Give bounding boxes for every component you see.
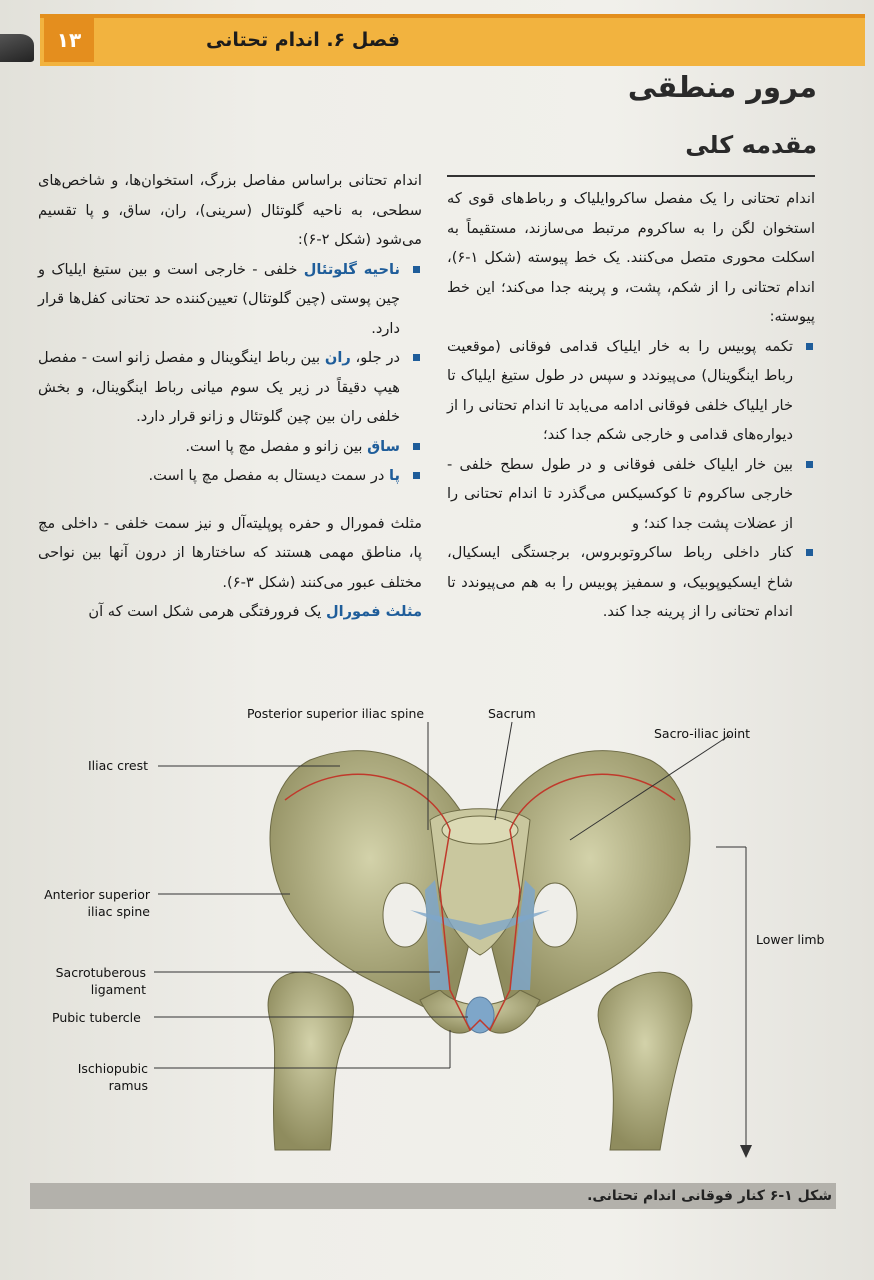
shoe-icon [0,34,34,62]
heading-rule [447,175,815,177]
list-item: تکمه پوبیس را به خار ایلیاک قدامی فوقانی (موقعیت رباط اینگوینال) می‌پیوندد و سپس در طول ستیغ ایلیاک تا خار ایلیاک خلفی فوقانی ادامه می‌یابد تا اندام تحتانی را از دیواره‌های قدامی و خارجی شکم جدا کند؛ [447,332,815,450]
list-item: کنار داخلی رباط ساکروتوبروس، برجستگی ایسکیال، شاخ ایسکیوپوبیک، و سمفیز پوبیس را به هم می‌پیوندد تا اندام تحتانی را از پرینه جدا کند. [447,538,815,627]
paragraph-text: یک فرورفتگی هرمی شکل است که آن [88,603,326,620]
intro-paragraph: اندام تحتانی را یک مفصل ساکروایلیاک و رباط‌های قوی که استخوان لگن را به ساکروم مرتبط می‌سازند، مستقیماً به اسکلت محوری متصل می‌کنند. یک خط پیوسته (شکل ۱-۶)، اندام تحتانی را از شکم، پشت، و پرینه جدا می‌کند؛ این خط پیوسته: [447,190,815,325]
term: مثلث فمورال [325,603,422,620]
list-item [38,343,422,432]
boundary-list [447,332,815,627]
right-column [447,184,815,627]
label-iliac-crest: Iliac crest [88,758,148,773]
list-item [38,255,422,344]
term: ران [324,349,351,366]
chapter-title: فصل ۶. اندام تحتانی [206,29,400,51]
list-text: در جلو، [350,349,400,366]
label-lower-limb: Lower limb [756,932,825,947]
pelvis-figure [30,690,844,1182]
left-obturator-foramen [383,883,427,947]
list-text: بین زانو و مفصل مچ پا است. [185,437,368,455]
regions-paragraph: اندام تحتانی براساس مفاصل بزرگ، استخوان‌ها، و شاخص‌های سطحی، به ناحیه گلوتئال (سرینی)، ران، ساق، و پا تقسیم می‌شود (شکل ۲-۶): [38,172,422,248]
label-si-joint: Sacro-iliac joint [654,726,751,741]
page-number: ۱۳ [44,18,94,62]
label-sacrotuberous: Sacrotuberous ligament [55,965,146,997]
right-obturator-foramen [533,883,577,947]
term: پا [389,467,400,484]
label-ischiopubic: Ischiopubic ramus [77,1061,148,1093]
label-asis: Anterior superior iliac spine [44,887,150,919]
pelvis-illustration [30,690,844,1182]
left-femur [268,972,353,1150]
list-text: خلفی - خارجی است و بین ستیغ ایلیاک و چین پوستی (چین گلوتئال) تعیین‌کننده حد تحتانی کفل‌ها قرار دارد. [38,260,400,337]
section-heading: مرور منطقی [627,70,817,104]
regions-list [38,255,422,491]
subsection-heading: مقدمه کلی [685,131,817,159]
pubic-symphysis [466,997,494,1033]
label-pubic-tubercle: Pubic tubercle [52,1010,141,1025]
list-text: بین رباط اینگوینال و مفصل زانو است - مفصل هیپ دقیقاً در زیر یک سوم میانی رباط اینگوینال، و بخش خلفی ران بین چین گلوتئال و زانو قرار دارد. [38,349,400,425]
list-item [38,461,422,491]
list-item [38,432,422,462]
label-sacrum: Sacrum [488,706,536,721]
left-column [38,166,422,627]
femoral-paragraph [38,597,422,627]
list-item: بین خار ایلیاک خلفی فوقانی و در طول سطح خلفی - خارجی ساکروم تا کوکسیکس می‌گذرد تا اندام تحتانی را از عضلات پشت جدا کند؛ و [447,450,815,539]
term: ناحیه گلوتئال [303,260,400,278]
triangle-paragraph: مثلث فمورال و حفره پوپلیته‌آل و نیز سمت خلفی - داخلی مچ پا، مناطق مهمی هستند که ساختارها از درون آنها بین نواحی مختلف عبور می‌کنند (شکل ۳-۶). [38,514,422,591]
label-psis: Posterior superior iliac spine [247,706,425,721]
figure-caption: شکل ۱-۶ کنار فوقانی اندام تحتانی. [587,1188,832,1204]
term: ساق [367,437,400,455]
l5-vertebra [442,816,518,844]
list-text: در سمت دیستال به مفصل مچ پا است. [148,467,390,484]
right-femur [598,972,692,1150]
